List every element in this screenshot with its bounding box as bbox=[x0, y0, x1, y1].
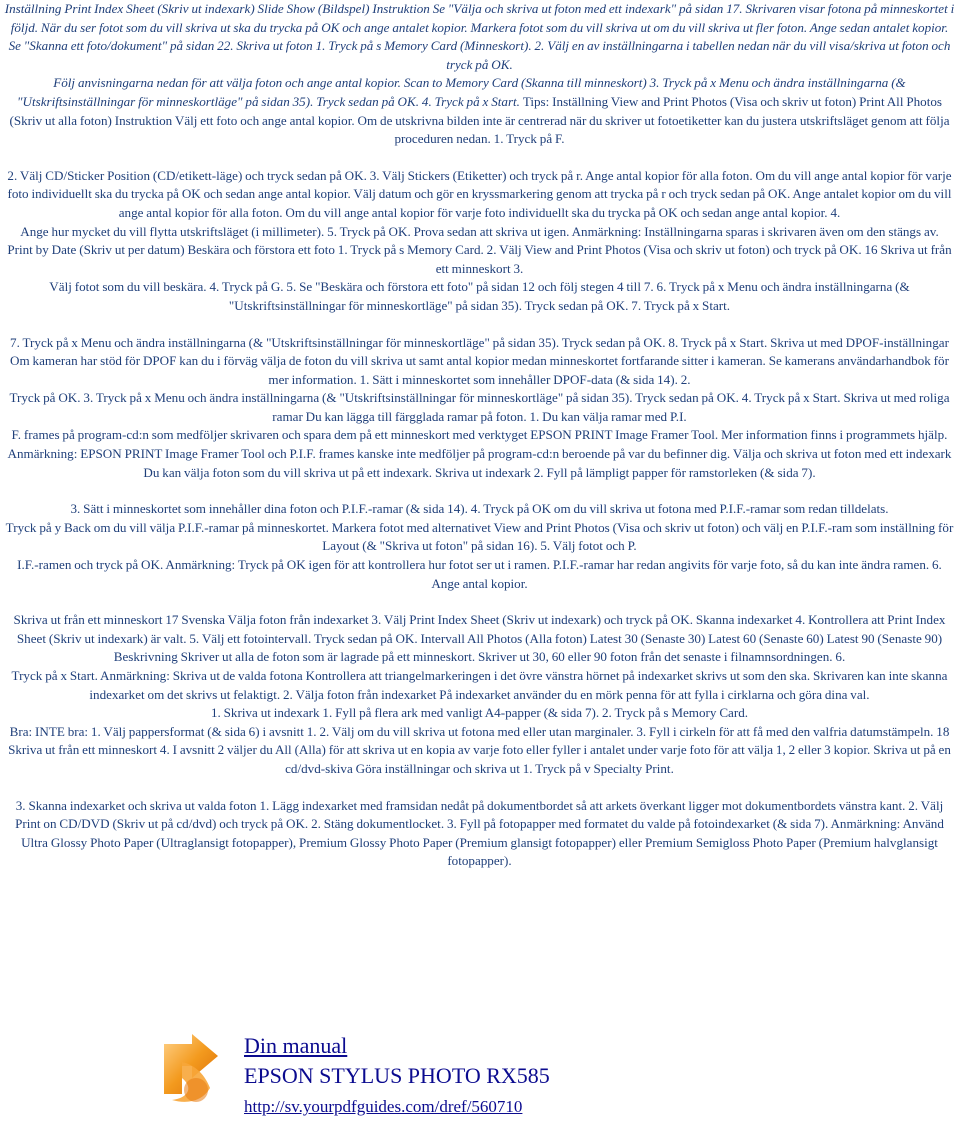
product-link[interactable]: EPSON STYLUS PHOTO RX585 bbox=[244, 1063, 550, 1088]
text-run: Skriva ut från ett minneskort 17 Svenska Välja foton från indexarket 3. Välj Print Index Sheet (Skriv ut indexark) och tryck på OK. Skanna indexarket 4. Kontrollera att Print Index Sheet (Skriv ut indexark) är valt. 5. Välj ett fotointervall. Tryck sedan på OK. Intervall All Photos (Alla foton) Latest 30 (Senaste 30) Latest 60 (Senaste 60) Latest 90 (Senaste 90) Beskrivning Skriver ut alla de foton som är lagrade på ett minneskort. Skriver ut 30, 60 eller 90 foton från det senaste i filnamnsordningen. 6. bbox=[13, 612, 946, 665]
paragraph bbox=[3, 556, 956, 593]
paragraph-gap bbox=[3, 779, 956, 797]
text-run: Bra: INTE bra: 1. Välj pappersformat (& sida 6) i avsnitt 1. 2. Välj om du vill skriva ut fotona med eller utan marginaler. 3. Fyll i cirkeln för att få med den valfria datumstämpeln. 18 Skriva ut från ett minneskort 4. I avsnitt 2 väljer du All (Alla) för att skriva ut en kopia av varje foto eller fyller i antalet under varje foto för att välja 1, 2 eller 3 kopior. Skriva ut på en cd/dvd-skiva Göra inställningar och skriva ut 1. Tryck på v Specialty Print. bbox=[8, 723, 951, 776]
paragraph bbox=[3, 241, 956, 278]
paragraph bbox=[3, 704, 956, 723]
paragraph-gap bbox=[3, 593, 956, 611]
text-run: Se "Skanna ett foto/dokument" på sidan 22. Skriva ut foton 1. Tryck på s Memory Card (Minneskort). 2. Välj en av inställningarna i tabellen nedan när du vill visa/skriva ut foton och tryck på OK. bbox=[8, 38, 951, 72]
text-run: Tryck på x Start. Anmärkning: Skriva ut de valda fotona Kontrollera att triangelmarkeringen i det övre vänstra hörnet på indexarket skrivs ut som den ska. Skrivaren kan inte skanna indexarket om det skrivs ut felaktigt. 2. Välja foton från indexarket På indexarket använder du en mörk penna för att fylla i cirklarna och göra dina val. bbox=[11, 668, 948, 702]
text-run: 3. Sätt i minneskortet som innehåller dina foton och P.I.F.-ramar (& sida 14). 4. Tryck på OK om du vill skriva ut fotona med P.I.F.-ramar som redan tilldelats. bbox=[70, 501, 889, 517]
paragraph bbox=[3, 167, 956, 223]
paragraph bbox=[3, 797, 956, 871]
text-run: 7. Tryck på x Menu och ändra inställningarna (& "Utskriftsinställningar för minneskortläge" på sidan 35). Tryck sedan på OK. 8. Tryck på x Start. Skriva ut med DPOF-inställningar Om kameran har stöd för DPOF kan du i förväg välja de foton du vill skriva ut samt antal kopior medan minneskortet fortfarande sitter i kameran. Se kamerans användarhandbok för mer information. 1. Sätt i minneskortet som innehåller DPOF-data (& sida 14). 2. bbox=[10, 334, 949, 387]
text-run: 3. Skanna indexarket och skriva ut valda foton 1. Lägg indexarket med framsidan nedåt på dokumentbordet så att arkets överkant ligger mot dokumentbordets vänstra kant. 2. Välj Print on CD/DVD (Skriv ut på cd/dvd) och tryck på OK. 2. Stäng dokumentlocket. 3. Fyll på fotopapper med formatet du valde på fotoindexarket (& sida 7). Anmärkning: Använd Ultra Glossy Photo Paper (Ultraglansigt fotopapper), Premium Glossy Photo Paper (Premium glansigt fotopapper) eller Premium Semigloss Photo Paper (Premium halvglansigt fotopapper). bbox=[15, 797, 944, 869]
paragraph bbox=[3, 389, 956, 426]
paragraph bbox=[3, 278, 956, 315]
manual-link[interactable]: Din manual bbox=[244, 1033, 348, 1058]
text-run: F. frames på program-cd:n som medföljer skrivaren och spara dem på ett minneskort med verktyget EPSON PRINT Image Framer Tool. Mer information finns i programmets hjälp. Anmärkning: EPSON PRINT Image Framer Tool och P.I.F. frames kanske inte medföljer på program-cd:n beroende på var du befinner dig. Välja och skriva ut foton med ett indexark Du kan välja foton som du vill skriva ut på ett indexark. Skriva ut indexark 2. Fyll på lämpligt papper för ramstorleken (& sida 7). bbox=[7, 427, 952, 480]
paragraph bbox=[3, 519, 956, 556]
paragraph bbox=[3, 334, 956, 390]
text-run: Välj fotot som du vill beskära. 4. Tryck på G. 5. Se "Beskära och förstora ett foto" på sidan 12 och följ stegen 4 till 7. 6. Tryck på x Menu och ändra inställningarna (& "Utskriftsinställningar för minneskortläge" på sidan 35). Tryck sedan på OK. 7. Tryck på x Start. bbox=[49, 279, 910, 313]
paragraph bbox=[3, 74, 956, 148]
text-run: Tryck på y Back om du vill välja P.I.F.-ramar på minneskortet. Markera fotot med alternativet View and Print Photos (Visa och skriv ut foton) och välj en P.I.F.-ram som inställning för Layout (& "Skriva ut foton" på sidan 16). 5. Välj fotot och P. bbox=[5, 519, 954, 554]
paragraph bbox=[3, 667, 956, 704]
paragraph bbox=[3, 0, 956, 37]
paragraph-gap bbox=[3, 316, 956, 334]
paragraph bbox=[3, 223, 956, 242]
text-run: När du ser fotot som du vill skriva ut ska du trycka på OK och ange antalet kopior. Markera fotot som du vill skriva ut om du vill skriva ut fler foton. Ange sedan antalet kopior. bbox=[40, 19, 949, 35]
url-link[interactable]: http://sv.yourpdfguides.com/dref/560710 bbox=[244, 1097, 523, 1116]
text-run: Tryck på OK. 3. Tryck på x Menu och ändra inställningarna (& "Utskriftsinställningar för minneskortläge" på sidan 35). Tryck sedan på OK. 4. Tryck på x Start. Skriva ut med roliga ramar Du kan lägga till färgglada ramar på foton. 1. Du kan välja ramar med P.I. bbox=[9, 390, 950, 424]
paragraph bbox=[3, 426, 956, 482]
paragraph bbox=[3, 500, 956, 519]
paragraph bbox=[3, 723, 956, 779]
paragraph bbox=[3, 37, 956, 74]
text-run: 2. Välj CD/Sticker Position (CD/etikett-läge) och tryck sedan på OK. 3. Välj Stickers (Etiketter) och tryck på r. Ange antal kopior för alla foton. Om du vill ange antal kopior för varje foto individuellt ska du trycka på OK och sedan ange antal kopior. Välj datum och gör en kryssmarkering genom att trycka på r och tryck sedan på OK. Ange antalet kopior om du vill ange antal kopior för alla foton. Om du vill ange antal kopior för varje foto individuellt ska du trycka på OK och sedan ange antal kopior. 4. bbox=[7, 167, 952, 220]
orange-arrow-icon bbox=[158, 1032, 232, 1106]
text-run: 1. Skriva ut indexark 1. Fyll på flera ark med vanligt A4-papper (& sida 7). 2. Tryck på s Memory Card. bbox=[210, 705, 749, 721]
text-run: Inställning Print Index Sheet (Skriv ut indexark) Slide Show (Bildspel) Instruktion Se "Välja och skriva ut foton med ett indexark" på sidan 17. Skrivaren visar fotona på minneskortet i följd. bbox=[4, 1, 955, 35]
text-run: Tips: Inställning View and Print Photos (Visa och skriv ut foton) Print All Photos (Skriv ut alla foton) Instruktion Välj ett foto och ange antal kopior. Om de utskrivna bilden inte är centrerad när du skriver ut fotoetiketter kan du justera utskriftsläget genom att följa proceduren nedan. 1. Tryck på F. bbox=[9, 93, 950, 147]
text-run: Följ anvisningarna nedan för att välja foton och ange antal kopior. Scan to Memory Card (Skanna till minneskort) 3. Tryck på x Menu och ändra inställningarna (& "Utskriftsinställningar för minneskortläge" på sidan 35). Tryck sedan på OK. 4. Tryck på x Start. bbox=[17, 75, 906, 109]
text-run: Print by Date (Skriv ut per datum) Beskära och förstora ett foto 1. Tryck på s Memory Card. 2. Välj View and Print Photos (Visa och skriv ut foton) och tryck på OK. 16 Skriva ut från ett minneskort 3. bbox=[7, 242, 952, 276]
paragraph-gap bbox=[3, 149, 956, 167]
footer bbox=[158, 1030, 898, 1130]
text-run: Ange hur mycket du vill flytta utskriftsläget (i millimeter). 5. Tryck på OK. Prova sedan att skriva ut igen. Anmärkning: Inställningarna sparas i skrivaren även om den stängs av. bbox=[20, 223, 939, 239]
paragraph bbox=[3, 611, 956, 667]
text-run: I.F.-ramen och tryck på OK. Anmärkning: Tryck på OK igen för att kontrollera hur fotot ser ut i ramen. P.I.F.-ramar har redan angivits för varje foto, så du kan inte ändra ramen. 6. Ange antal kopior. bbox=[17, 557, 942, 591]
document-body bbox=[3, 0, 956, 871]
paragraph-gap bbox=[3, 482, 956, 500]
footer-links bbox=[244, 1032, 550, 1118]
